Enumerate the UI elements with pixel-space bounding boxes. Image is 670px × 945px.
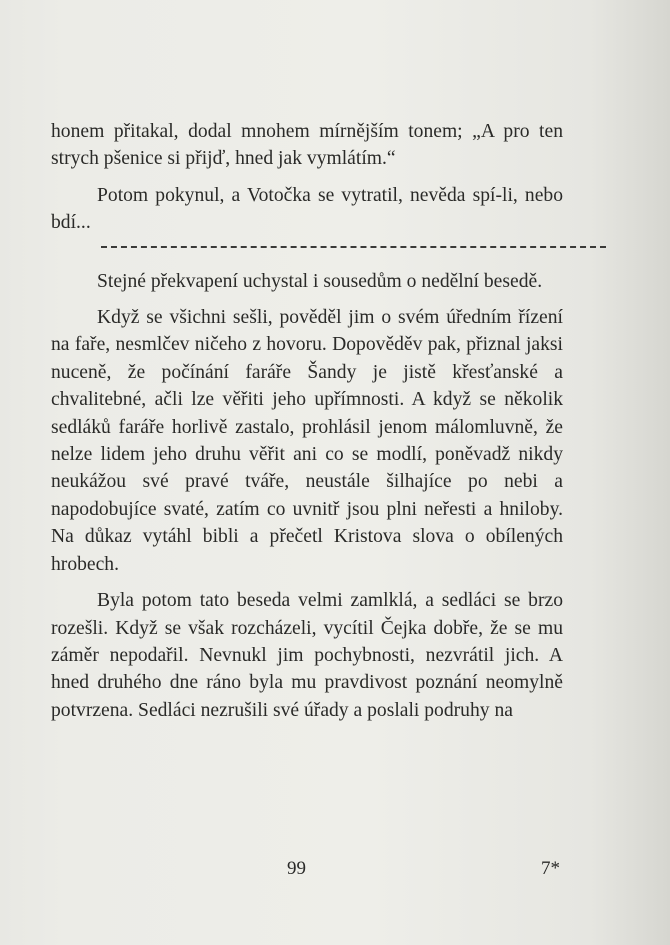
- page-footer: [0, 858, 670, 888]
- paragraph: Když se všichni sešli, pověděl jim o svém úředním řízení na faře, nesmlčev ničeho z hovoru. Dopověděv pak, přiznal jaksi nuceně, že počínání faráře Šandy je jistě křesťanské a chvalitebné, ačli lze věřiti jeho upřímnosti. A když se několik sedláků faráře horlivě zastalo, prohlásil jenom málomluvně, že nelze lidem jeho druhu věřit ani co se modlí, poněvadž nikdy neukážou své pravé tváře, neustále šilhajíce po nebi a napodobujíce svaté, zatím co uvnitř jsou plni neřesti a hniloby. Na důkaz vytáhl bibli a přečetl Kristova slova o obílených hrobech.: [51, 307, 563, 575]
- signature-mark: 7*: [541, 858, 560, 879]
- paragraph: Potom pokynul, a Votočka se vytratil, nevěda spí-li, nebo bdí...: [51, 184, 563, 234]
- section-divider: [101, 246, 606, 258]
- paragraph-continued: honem přitakal, dodal mnohem mírnějším tonem; „A pro ten strych pšenice si přijď, hned jak vymlátím.“: [51, 121, 563, 170]
- page-number: 99: [287, 858, 306, 879]
- paragraph: Stejné překvapení uchystal i sousedům o nedělní besedě.: [97, 270, 543, 292]
- paragraph: Byla potom tato beseda velmi zamlklá, a sedláci se brzo rozešli. Když se však rozcházeli, vycítil Čejka dobře, že se mu záměr nepodařil. Nevnukl jim pochybnosti, nezvrátil jich. A hned druhého dne ráno byla mu pravdivost poznání neomylně potvrzena. Sedláci nezrušili své úřady a poslali podruhy na: [51, 590, 563, 721]
- body-text: [51, 118, 563, 733]
